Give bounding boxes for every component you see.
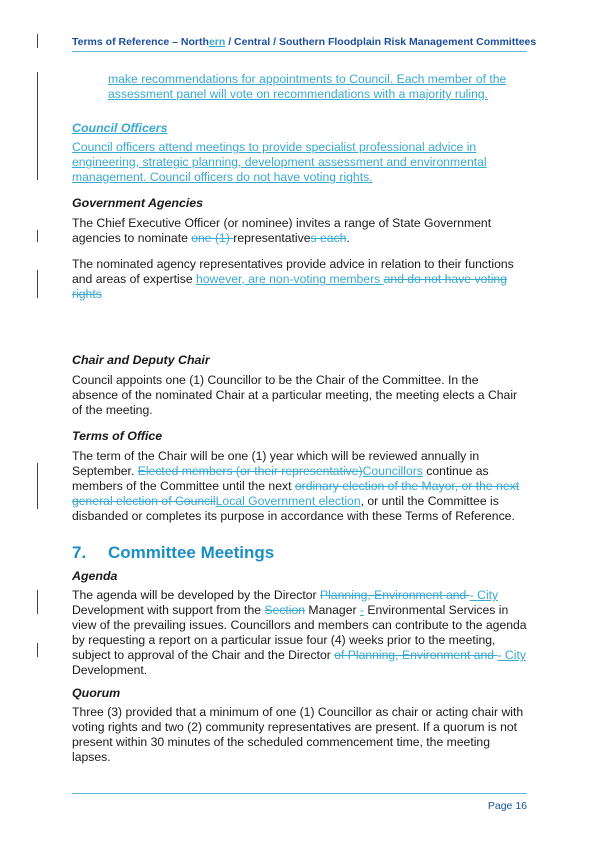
section-number: 7. [72, 543, 87, 562]
terms-of-office-heading: Terms of Office [72, 429, 163, 443]
quorum-text: Three (3) provided that a minimum of one (1) Councillor as chair or acting chair with voting rights and two (2) community representatives are present. If a quorum is not present within 30 minutes of the scheduled commencement time, the meeting lapses. [72, 705, 524, 764]
inserted-text: - City [469, 588, 499, 602]
government-agencies-paragraph-2 [72, 257, 527, 302]
inserted-text: - City [497, 648, 526, 662]
chair-heading: Chair and Deputy Chair [72, 353, 210, 367]
inserted-text: Councillors [362, 464, 423, 478]
footer-divider [72, 793, 527, 794]
change-bar [37, 72, 38, 180]
text-run: . [346, 231, 350, 245]
change-bar [37, 230, 38, 242]
change-bar [37, 463, 38, 509]
deleted-text: Section [264, 603, 306, 617]
terms-of-office-text [72, 449, 527, 524]
government-agencies-heading: Government Agencies [72, 196, 204, 210]
agenda-text [72, 588, 527, 678]
panel-paragraph: make recommendations for appointments to Council. Each member of the assessment panel will vote on recommendations with a majority ruling. [108, 72, 507, 101]
header-text-2: / Central / Southern Floodplain Risk Management Committees [225, 36, 537, 48]
section-heading [72, 543, 274, 563]
change-bar [37, 270, 38, 298]
agenda-heading: Agenda [72, 569, 118, 583]
inserted-text: Local Government election [215, 494, 361, 508]
text-run: Manager [305, 603, 360, 617]
change-bar [37, 590, 38, 614]
text-run: continue as members of the Committee until the next [72, 464, 489, 493]
change-bar [37, 643, 38, 657]
inserted-text: however, are non-voting members [195, 272, 384, 286]
page-header [72, 36, 537, 52]
text-run: Development. [72, 663, 148, 677]
government-agencies-paragraph-1 [72, 216, 527, 246]
section-title: Committee Meetings [108, 543, 275, 562]
deleted-text: and do not have voting rights [72, 272, 507, 301]
chair-text: Council appoints one (1) Councillor to be the Chair of the Committee. In the absence of the nominated Chair at a particular meeting, the meeting elects a Chair of the meeting. [72, 373, 518, 417]
text-run: The nominated agency representatives provide advice in relation to their functions and areas of expertise [72, 257, 514, 286]
council-officers-heading: Council Officers [72, 121, 168, 135]
text-run: representative [233, 231, 311, 245]
text-run: Development with support from the [72, 603, 265, 617]
deleted-text: Planning, Environment and [319, 588, 470, 602]
text-run: Environmental Services in view of the prevailing issues. Councillors and members can contribute to the agenda by requesting a report on a particular issue four (4) weeks prior to the meeting, subject to approval of the Chair and the Director [72, 603, 527, 662]
council-officers-text: Council officers attend meetings to provide specialist professional advice in engineering, strategic planning, development assessment and environmental management. Council officers do not have voting rights. [72, 140, 487, 184]
deleted-text: Elected members (or their representative) [137, 464, 363, 478]
deleted-text: one (1) [191, 231, 234, 245]
text-run: The term of the Chair will be one (1) year which will be reviewed annually in September. [72, 449, 480, 478]
change-bar [37, 34, 38, 48]
text-run: The Chief Executive Officer (or nominee) invites a range of State Government agencies to nominate [72, 216, 492, 245]
deleted-text: of Planning, Environment and [334, 648, 498, 662]
quorum-heading: Quorum [72, 686, 121, 700]
inserted-text: - [359, 603, 364, 617]
header-text-1: Terms of Reference – North [72, 36, 209, 48]
text-run: , or until the Committee is disbanded or completes its purpose in accordance with these Terms of Reference. [72, 494, 515, 523]
deleted-text: s each [310, 231, 347, 245]
header-inserted-text: ern [208, 36, 226, 48]
deleted-text: ordinary election of the Mayor, or the next general election of Council [72, 479, 520, 508]
text-run: The agenda will be developed by the Director [72, 588, 320, 602]
page-number: Page 16 [487, 800, 527, 812]
